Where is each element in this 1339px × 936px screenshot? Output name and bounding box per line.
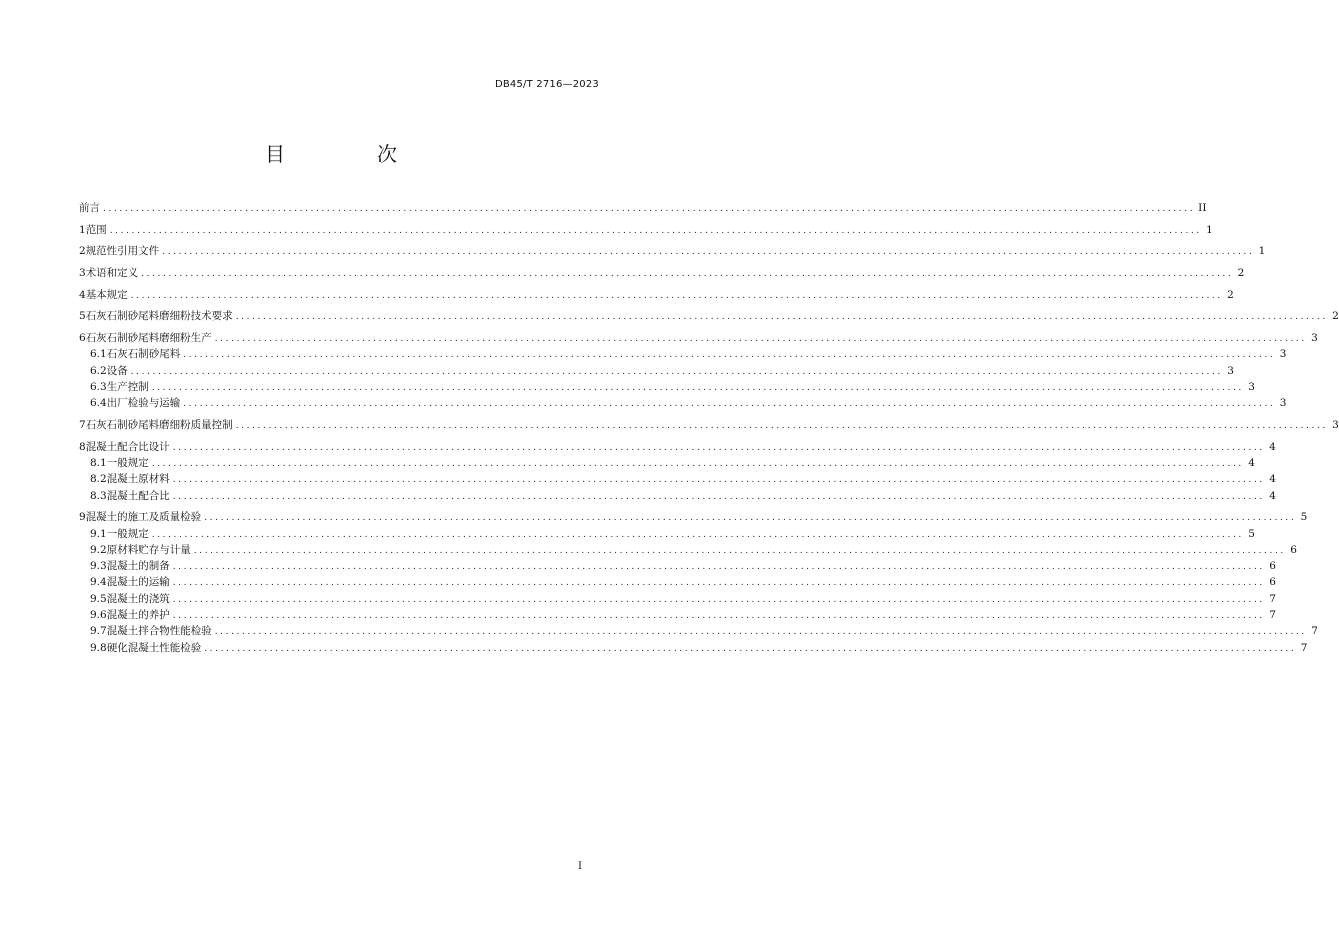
toc-entry-number: 9.2 [90,543,107,556]
dot-leader: ........................................................................................................................................................................................................ [235,312,1328,323]
toc-entry[interactable] [79,439,1276,455]
toc-entry-number: 9.5 [90,592,107,605]
dot-leader: ........................................................................................................................................................................................................ [151,529,1244,540]
toc-entry-page: 7 [1300,641,1308,654]
toc-entry-title: 规范性引用文件 [85,245,160,258]
toc-entry[interactable] [79,346,1287,362]
dot-leader: ........................................................................................................................................................................................................ [162,247,1255,258]
toc-entry[interactable] [79,417,1339,433]
toc-entry-page: 7 [1269,592,1276,605]
toc-entry-number: 9.7 [90,625,107,638]
toc-entry-page: 6 [1269,576,1276,589]
toc-entry-number: 2 [79,245,86,258]
toc-entry-number: 9.3 [90,560,107,573]
toc-entry[interactable] [79,591,1276,607]
toc-entry[interactable] [79,395,1287,411]
toc-entry[interactable] [79,640,1308,656]
standard-number: DB45/T 2716—2023 [494,79,599,90]
dot-leader: ........................................................................................................................................................................................................ [204,643,1297,654]
toc-entry-page: 6 [1269,560,1276,573]
toc-entry-number: 5 [79,310,86,323]
dot-leader: ........................................................................................................................................................................................................ [214,334,1307,345]
toc-entry-title: 混凝土的浇筑 [106,592,170,605]
toc-entry-number: 6 [79,332,86,345]
toc-entry-page: 3 [1279,348,1287,361]
toc-entry-page: 4 [1269,473,1276,486]
toc-entry-title: 基本规定 [85,288,128,301]
toc-entry-page: 6 [1290,543,1297,556]
toc-entry[interactable] [79,363,1234,379]
toc-entry-title: 混凝土的养护 [106,609,170,622]
toc-entry-page: 1 [1206,223,1213,236]
toc-entry-title: 混凝土配合比设计 [85,440,170,453]
toc-entry[interactable] [79,287,1234,303]
dot-leader: ........................................................................................................................................................................................................ [172,562,1265,573]
toc-entry-title: 原材料贮存与计量 [106,543,191,556]
toc-entry-page: 3 [1227,364,1234,377]
toc-entry-title: 硬化混凝土性能检验 [106,641,202,654]
toc-entry-title: 术语和定义 [85,267,139,280]
toc-entry[interactable] [79,222,1213,238]
toc-entry[interactable] [79,455,1255,471]
dot-leader: ........................................................................................................................................................................................................ [172,491,1265,502]
toc-entry[interactable] [79,488,1276,504]
toc-entry-number: 7 [79,419,86,431]
toc-entry-page: 2 [1227,288,1234,301]
toc-entry-number: 1 [79,223,86,236]
toc-entry-number: 9.1 [90,527,107,540]
toc-entry-title: 混凝土的运输 [106,576,170,589]
toc-entry-title: 石灰石制砂尾料磨细粉技术要求 [85,310,233,323]
toc-entry-number: 6.4 [90,397,107,410]
toc-entry[interactable] [79,509,1308,525]
toc-entry-title: 一般规定 [106,456,149,469]
toc-entry-title: 前言 [79,202,100,214]
toc-entry-title: 混凝土拌合物性能检验 [106,625,212,638]
toc-entry-number: 6.2 [90,364,107,377]
dot-leader: ........................................................................................................................................................................................................ [103,204,1196,214]
dot-leader: ........................................................................................................................................................................................................ [130,366,1223,377]
toc-entry[interactable] [79,471,1276,487]
dot-leader: ........................................................................................................................................................................................................ [141,269,1234,280]
page-number: I [578,861,582,872]
toc-entry-title: 石灰石制砂尾料磨细粉生产 [85,332,212,345]
toc-entry-title: 生产控制 [106,381,149,394]
toc-entry-title: 设备 [106,364,128,377]
toc-entry-number: 6.3 [90,381,107,394]
dot-leader: ........................................................................................................................................................................................................ [151,383,1244,394]
toc-entry-page: 7 [1311,625,1318,638]
toc-entry-number: 8.1 [90,456,107,469]
toc-entry-number: 6.1 [90,348,107,361]
toc-entry-page: 3 [1311,332,1318,345]
page-title: 目 次 [265,142,433,166]
toc-entry[interactable] [79,607,1276,623]
dot-leader: ........................................................................................................................................................................................................ [172,594,1265,605]
toc-entry-number: 9.4 [90,576,107,589]
toc-entry-title: 一般规定 [106,527,149,540]
toc-entry-title: 石灰石制砂尾料磨细粉质量控制 [85,419,233,431]
dot-leader: ........................................................................................................................................................................................................ [172,475,1265,486]
table-of-contents [79,200,1339,656]
toc-entry-page: 4 [1269,489,1276,502]
toc-entry[interactable] [79,200,1207,216]
toc-entry[interactable] [79,526,1255,542]
toc-entry-title: 混凝土原材料 [106,473,170,486]
toc-entry-number: 8.3 [90,489,107,502]
toc-entry-number: 4 [79,288,86,301]
toc-entry-number: 8.2 [90,473,107,486]
toc-entry[interactable] [79,558,1276,574]
toc-entry[interactable] [79,265,1245,281]
toc-entry-title: 出厂检验与运输 [106,397,181,410]
toc-entry-page: 2 [1332,310,1339,323]
dot-leader: ........................................................................................................................................................................................................ [235,421,1328,431]
toc-entry-number: 8 [79,440,86,453]
dot-leader: ........................................................................................................................................................................................................ [172,442,1265,453]
dot-leader: ........................................................................................................................................................................................................ [151,458,1244,469]
toc-entry[interactable] [79,623,1318,639]
toc-entry-title: 混凝土的制备 [106,560,170,573]
toc-entry[interactable] [79,379,1255,395]
toc-entry[interactable] [79,574,1276,590]
toc-entry-page: 7 [1269,609,1276,622]
dot-leader: ........................................................................................................................................................................................................ [172,578,1265,589]
dot-leader: ........................................................................................................................................................................................................ [183,350,1276,361]
toc-entry-page: 4 [1248,456,1255,469]
toc-entry-number: 9 [79,511,86,524]
toc-entry-page: 3 [1332,419,1339,431]
toc-entry-page: 4 [1269,440,1276,453]
toc-entry-title: 范围 [85,223,107,236]
dot-leader: ........................................................................................................................................................................................................ [204,513,1297,524]
toc-entry[interactable] [79,308,1339,324]
toc-entry-page: 1 [1258,245,1266,258]
dot-leader: ........................................................................................................................................................................................................ [130,290,1223,301]
dot-leader: ........................................................................................................................................................................................................ [193,545,1286,556]
toc-entry-page: 2 [1237,267,1245,280]
toc-entry-number: 9.6 [90,609,107,622]
toc-entry-title: 石灰石制砂尾料 [106,348,181,361]
toc-entry-number: 3 [79,267,86,280]
toc-entry[interactable] [79,243,1266,259]
dot-leader: ........................................................................................................................................................................................................ [109,225,1202,236]
toc-entry-page: II [1198,202,1207,214]
toc-entry[interactable] [79,542,1297,558]
dot-leader: ........................................................................................................................................................................................................ [172,611,1265,622]
toc-entry-page: 3 [1279,397,1287,410]
toc-entry-title: 混凝土配合比 [106,489,170,502]
dot-leader: ........................................................................................................................................................................................................ [183,399,1276,410]
toc-entry-page: 5 [1248,527,1255,540]
toc-entry-page: 3 [1248,381,1255,394]
toc-entry-number: 9.8 [90,641,107,654]
toc-entry-title: 混凝土的施工及质量检验 [85,511,202,524]
toc-entry[interactable] [79,330,1318,346]
toc-entry-page: 5 [1300,511,1308,524]
dot-leader: ........................................................................................................................................................................................................ [214,627,1307,638]
